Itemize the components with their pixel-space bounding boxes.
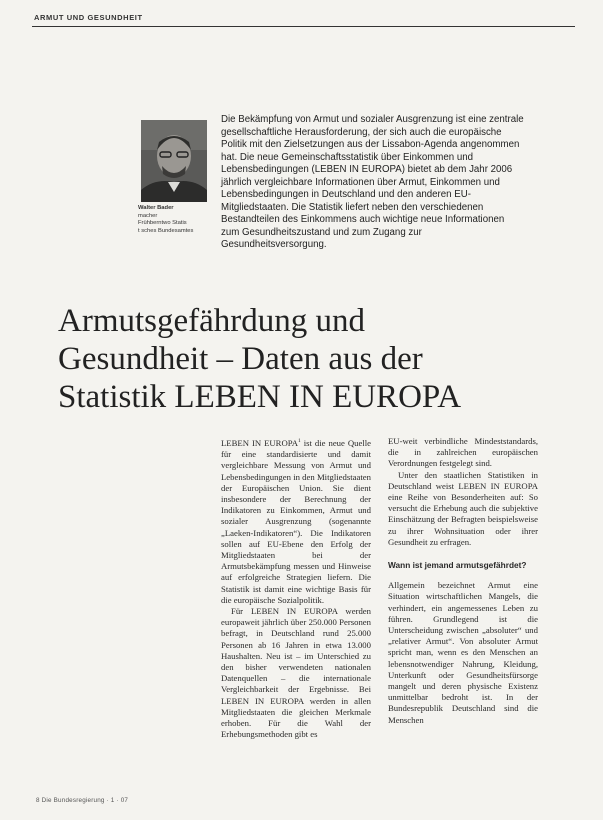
author-caption-line: Frühberntwo Statis — [138, 220, 187, 226]
portrait-image — [141, 120, 207, 202]
body-text: LEBEN IN EUROPA — [221, 437, 299, 448]
author-caption-line: macher — [138, 212, 158, 219]
article-headline — [58, 302, 578, 416]
author-caption-line: t sches Bundesamtes — [138, 227, 194, 234]
subheading: Wann ist jemand armutsgefährdet? — [388, 560, 527, 571]
body-column-right — [388, 436, 538, 726]
body-text: ist die neue Quelle für eine standardisierte und damit vergleichbare Messung von Armut und Lebensbedingungen in den Mitgliedstaaten der Europäischen Union. Sie dient insbesondere der Berechnung der Indikatoren zu Einkommen, Armut und sozialer Ausgrenzung (sogenannte „Laeken-Indikatoren“). Die Indikatoren sollen auf EU-Ebene den Erfolg der Mitgliedstaaten bei der Armutsbekämpfung messen und Hinweise auf erfolgreiche Strategien liefern. Die Statistik ist damit eine wichtige Basis für die europäische Sozialpolitik. — [221, 437, 371, 605]
body-paragraph: EU-weit verbindliche Mindeststandards, die in zahlreichen europäischen Verordnungen festgelegt sind. — [388, 436, 538, 469]
headline-line: Statistik LEBEN IN EUROPA — [58, 379, 462, 415]
body-paragraph: Für LEBEN IN EUROPA werden europaweit jährlich über 250.000 Personen befragt, in Deutschland rund 25.000 Personen ab 16 Jahren in etwa 13.000 Haushalten. Neu ist – im Unterschied zu den bisher verwendeten nationalen Datenquellen – die internationale Vergleichbarkeit der Ergebnisse. Bei LEBEN IN EUROPA werden in allen Mitgliedstaaten die gleichen Merkmale erhoben. Für die Wahl der Erhebungsmethoden gibt es — [221, 605, 371, 740]
body-column-left — [221, 436, 371, 740]
headline-line: Gesundheit – Daten aus der — [58, 341, 423, 377]
page-footer: 8 Die Bundesregierung · 1 · 07 — [36, 797, 129, 804]
headline-line: Armutsgefährdung und — [58, 303, 366, 339]
author-name: Walter Bader — [138, 205, 174, 211]
author-caption — [138, 205, 210, 235]
section-label: ARMUT UND GESUNDHEIT — [34, 13, 143, 22]
body-paragraph: Unter den staatlichen Statistiken in Deutschland weist LEBEN IN EUROPA eine Reihe von Besonderheiten auf: So versucht die Erhebung auch die subjektive Einschätzung der Befragten beispielsweise zu ihrer Wohnsituation oder ihrer Gesundheit zu erfragen. — [388, 469, 538, 547]
intro-paragraph: Die Bekämpfung von Armut und sozialer Ausgrenzung ist eine zentrale gesellschaftliche Herausforderung, der sich auch die europäische Politik mit den Zielsetzungen aus der Lissabon-Agenda angenommen hat. Die neue Gemeinschaftsstatistik über Einkommen und Lebensbedingungen (LEBEN IN EUROPA) bietet ab dem Jahr 2006 jährlich vergleichbare Informationen über Armut, Einkommen und Lebensbedingungen in Deutschland und den anderen EU-Mitgliedstaaten. Die Statistik liefert neben den verschiedenen Bestandteilen des Einkommens auch wichtige neue Informationen zum Gesundheitszustand und zum Zugang zur Gesundheitsversorgung. — [221, 114, 524, 251]
body-paragraph: Allgemein bezeichnet Armut eine Situation wirtschaftlichen Mangels, die verhindert, ein angemessenes Leben zu führen. Grundlegend ist die Unterscheidung zwischen „absoluter“ und „relativer Armut“. Von absoluter Armut spricht man, wenn es den Menschen an lebensnotwendiger Nahrung, Kleidung, Unterkunft oder Gesundheitsfürsorge mangelt und deren physische Existenz unmittelbar bedroht ist. In der Bundesrepublik Deutschland sind die Menschen — [388, 580, 538, 725]
section-divider — [32, 26, 575, 27]
body-paragraph — [221, 436, 371, 606]
footnote-marker: 1 — [298, 438, 301, 444]
author-photo — [141, 120, 207, 202]
